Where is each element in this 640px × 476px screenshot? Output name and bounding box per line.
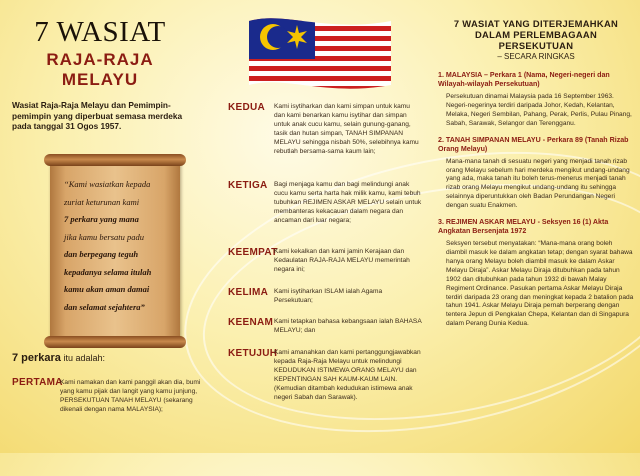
item-text: Kami amanahkan dan kami pertanggungjawabkan kepada Raja-Raja Melayu untuk melindungi KEDUDUKAN ISTIMEWA ORANG MELAYU dan KEPENTINGAN SAH KAUM-KAUM LAIN. (Kemudian ditambah kedudukan istimewa anak negeri Sabah dan Sarawak). xyxy=(274,349,421,401)
left-column xyxy=(0,0,200,453)
malaysia-flag-icon xyxy=(245,15,395,93)
item-pertama xyxy=(12,377,202,413)
main-title-sub-1: RAJA-RAJA xyxy=(46,50,154,69)
seven-perkara-label xyxy=(12,352,105,364)
item-term: KEENAM xyxy=(228,317,274,328)
scroll-rod-top xyxy=(44,154,186,166)
item-text: Kami isytiharkan dan kami simpan untuk kamu dan kami benarkan kamu isytihar dan simpan untuk anak cucu kamu, selain gunung-ganang, tasik dan hutan simpan, TANAH SIMPANAN MELAYU sehingga nisbah 50%, selebihnya kamu rebutlah bersama-sama kaum lain; xyxy=(274,103,419,155)
quote-line: dan selamat sejahtera” xyxy=(64,301,145,312)
item-term: KEEMPAT xyxy=(228,247,278,258)
item-ketujuh xyxy=(228,348,428,401)
right-column xyxy=(438,18,634,448)
item-ketiga xyxy=(228,180,428,224)
point-body: Seksyen tersebut menyatakan: “Mana-mana orang boleh diambil masuk ke dalam angkatan tetap; dengan syarat bahawa hanya orang Melayu boleh diambil masuk ke dalam Askar Melayu Diraja”. Askar Melayu Diraja ditubuhkan pada tahun 1902 dan ditubuhkan pada tahun 1932 di bawah Malay Regiment Ordinance. Pasukan pertama Askar Melayu Diraja terdiri daripada 23 orang dan meningkat kepada 2 batalion pada tahun 1941. Askar Melayu Diraja pernah berperang dengan tentera Jepun di Pengkalan Chepa, Kelantan dan di Singapura dalam Perang Dunia Kedua. xyxy=(446,240,634,328)
item-kelima xyxy=(228,287,428,304)
point-body: Persekutuan dinamai Malaysia pada 16 September 1963. Negeri-negerinya terdiri daripada Johor, Kedah, Kelantan, Melaka, Negeri Sembilan, Pahang, Perak, Perlis, Pulau Pinang, Sabah, Sarawak, Selangor dan Terengganu. xyxy=(446,93,632,127)
quote-line: kepadanya selama itulah xyxy=(64,266,152,277)
seven-perkara-bold: 7 perkara xyxy=(12,352,61,364)
quote-line: jika kamu bersatu padu xyxy=(64,231,145,242)
point-heading: 1. MALAYSIA – Perkara 1 (Nama, Negeri-negeri dan Wilayah-wilayah Persekutuan) xyxy=(438,71,610,88)
item-text: Bagi menjaga kamu dan bagi melindungi anak cucu kamu serta harta hak milik kamu, kami tebuh tubuhkan REJIMEN ASKAR MELAYU selain untuk membanteras kekacauan dalam negara dan ancaman dari luar negara; xyxy=(274,181,422,224)
item-term: PERTAMA xyxy=(12,377,63,388)
point-2 xyxy=(438,136,634,211)
intro-text: Wasiat Raja-Raja Melayu dan Pemimpin-pemimpin yang diperbuat semasa merdeka pada tanggal 31 Ogos 1957. xyxy=(12,100,183,131)
item-text: Kami isytiharkan ISLAM ialah Agama Persekutuan; xyxy=(274,288,383,304)
item-term: KETIGA xyxy=(228,180,268,191)
point-3 xyxy=(438,218,634,329)
quote-line: dan berpegang teguh xyxy=(64,249,139,259)
main-title: 7 WASIAT xyxy=(34,16,166,48)
item-text: Kami namakan dan kami panggil akan dia, bumi yang kamu pijak dan langit yang kamu junjung, PERSEKUTUAN TANAH MELAYU (sekarang dikenali dengan nama MALAYSIA); xyxy=(60,379,201,413)
main-title-sub-2: MELAYU xyxy=(61,70,139,89)
item-text: Kami kekalkan dan kami jamin Kerajaan dan Kedaulatan RAJA-RAJA MELAYU memerintah negara ini; xyxy=(274,248,410,273)
point-heading: 2. TANAH SIMPANAN MELAYU - Perkara 89 (Tanah Rizab Orang Melayu) xyxy=(438,135,629,153)
item-text: Kami tetapkan bahasa kebangsaan ialah BAHASA MELAYU; dan xyxy=(274,318,422,334)
seven-perkara-rest: itu adalah: xyxy=(60,353,105,363)
point-heading: 3. REJIMEN ASKAR MELAYU - Seksyen 16 (1) Akta Angkatan Bersenjata 1972 xyxy=(438,218,609,236)
item-term: KEDUA xyxy=(228,102,266,113)
point-1 xyxy=(438,71,634,129)
right-title: 7 WASIAT YANG DITERJEMAHKAN DALAM PERLEMBAGAAN PERSEKUTUAN xyxy=(453,18,619,51)
right-subtitle: – SECARA RINGKAS xyxy=(497,52,575,61)
quote-line: kamu akan aman damai xyxy=(64,284,150,294)
quote-line: zuriat keturunan kami xyxy=(64,196,140,207)
point-body: Mana-mana tanah di sesuatu negeri yang menjadi tanah rizab orang Melayu sebelum hari merdeka mengikut undang-undang yang ada, maka tanah itu boleh terus-menerus menjadi tanah rizab orang Melayu mengikut undang-undang itu sehingga selainnya diperuntukkan oleh Badan Perundangan Negeri dengan suatu Enakmen. xyxy=(446,157,630,210)
item-kedua xyxy=(228,102,428,155)
item-term: KELIMA xyxy=(228,287,269,298)
item-keempat xyxy=(228,247,428,273)
scroll-quote xyxy=(64,176,170,316)
quote-line: 7 perkara yang mana xyxy=(64,214,139,224)
scroll-illustration xyxy=(50,150,180,350)
scroll-rod-bottom xyxy=(44,336,186,348)
quote-line: “Kami wasiatkan kepada xyxy=(64,179,151,189)
item-keenam xyxy=(228,317,428,334)
item-term: KETUJUH xyxy=(228,348,278,359)
